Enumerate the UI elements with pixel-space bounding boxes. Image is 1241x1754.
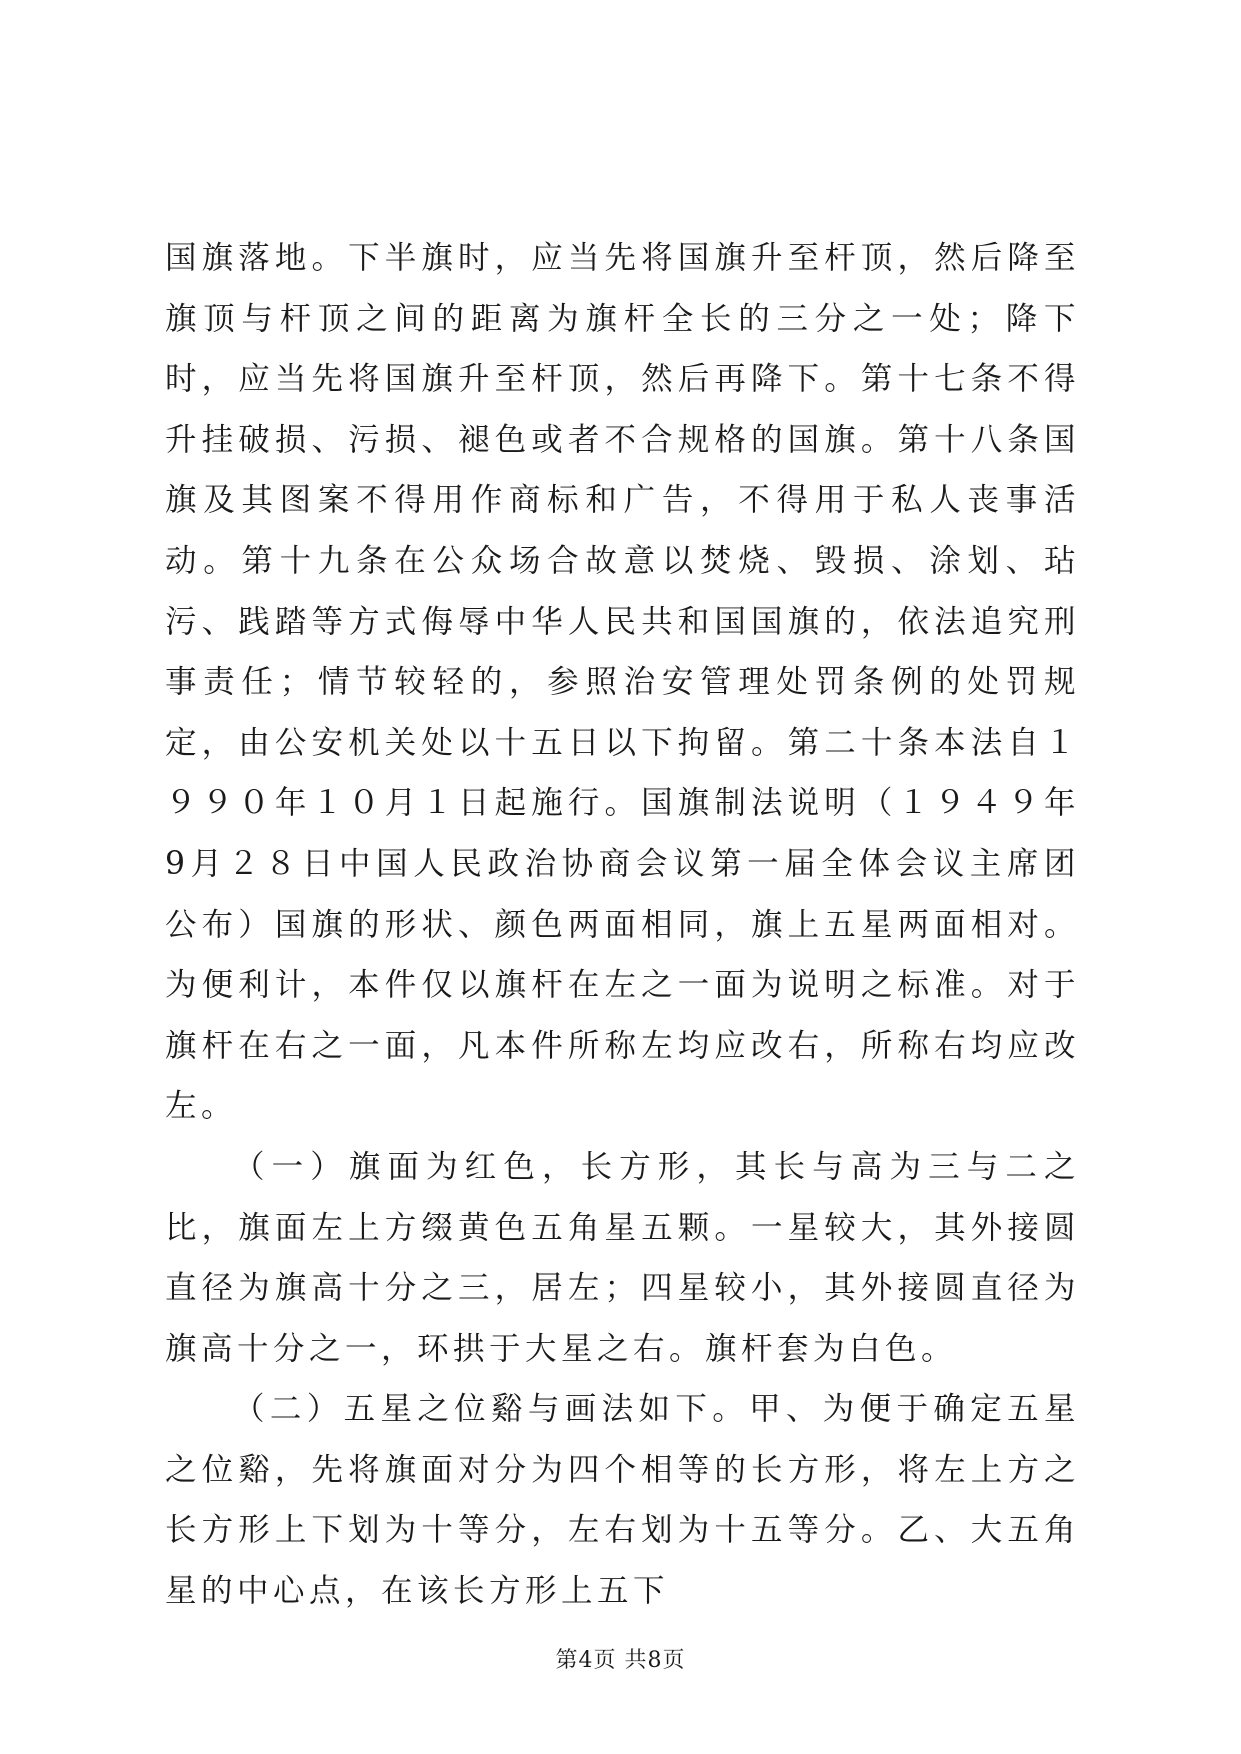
paragraph-2: （一）旗面为红色，长方形，其长与高为三与二之比，旗面左上方缀黄色五角星五颗。一星较大，其外接圆直径为旗高十分之三，居左；四星较小，其外接圆直径为旗高十分之一，环拱于大星之右。旗杆套为白色。 (165, 1148, 1080, 1367)
paragraph-1: 国旗落地。下半旗时，应当先将国旗升至杆顶，然后降至旗顶与杆顶之间的距离为旗杆全长的三分之一处；降下时，应当先将国旗升至杆顶，然后再降下。第十七条不得升挂破损、污损、褪色或者不合规格的国旗。第十八条国旗及其图案不得用作商标和广告，不得用于私人丧事活动。第十九条在公众场合故意以焚烧、毁损、涂划、玷污、践踏等方式侮辱中华人民共和国国旗的，依法追究刑事责任；情节较轻的，参照治安管理处罚条例的处罚规定，由公安机关处以十五日以下拘留。第二十条本法自１９９０年１０月１日起施行。国旗制法说明（１９４９年9月２８日中国人民政治协商会议第一届全体会议主席团公布）国旗的形状、颜色两面相同，旗上五星两面相对。为便利计，本件仅以旗杆在左之一面为说明之标准。对于旗杆在右之一面，凡本件所称左均应改右，所称右均应改左。 (165, 240, 1080, 1125)
paragraph-3: （二）五星之位谿与画法如下。甲、为便于确定五星之位谿，先将旗面对分为四个相等的长方形，将左上方之长方形上下划为十等分，左右划为十五等分。乙、大五角星的中心点，在该长方形上五下 (165, 1391, 1080, 1610)
page-number-footer: 第4页 共8页 (555, 1648, 686, 1673)
document-body (165, 228, 1080, 1622)
